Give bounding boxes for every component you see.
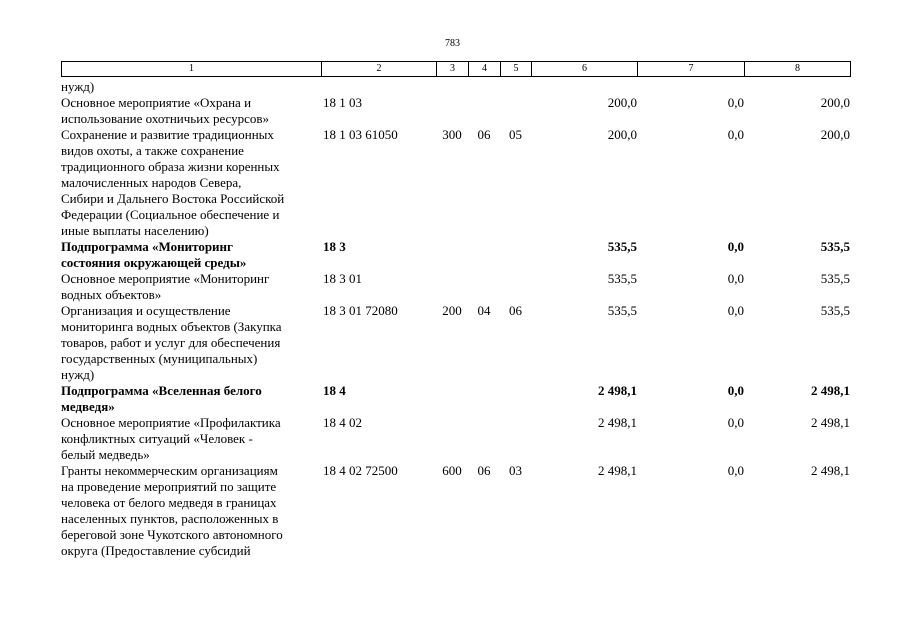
- row-rz: [468, 239, 500, 271]
- row-name: [61, 303, 321, 383]
- row-pr: 03: [509, 463, 522, 478]
- row-vr: 200: [442, 303, 462, 318]
- row-vr: [436, 239, 468, 271]
- row-vr: [436, 271, 468, 303]
- header-col-4: 4: [469, 62, 501, 77]
- row-vr: [436, 383, 468, 415]
- row-sum-regional: 535,5: [820, 271, 850, 286]
- row-sum-total: 200,0: [607, 127, 637, 142]
- row-vr: [436, 95, 468, 127]
- row-sum-regional: 200,0: [820, 127, 850, 142]
- row-sum-regional: 535,5: [820, 239, 850, 254]
- row-sum-regional: 2 498,1: [811, 383, 850, 398]
- row-rz: [468, 383, 500, 415]
- row-rz: [468, 95, 500, 127]
- table-row: [61, 303, 850, 383]
- header-row: [62, 62, 851, 77]
- row-vr: 600: [442, 463, 462, 478]
- row-name-text: Основное мероприятие «Мониторинг водных объектов»: [61, 271, 270, 302]
- row-pr: [500, 239, 531, 271]
- row-pr: [500, 79, 531, 95]
- row-code: 18 4: [323, 383, 346, 398]
- row-sum-federal: 0,0: [727, 127, 744, 142]
- row-code: 18 3 01 72080: [323, 303, 398, 318]
- row-pr: 05: [509, 127, 522, 142]
- table-row: [61, 127, 850, 239]
- row-pr: [500, 271, 531, 303]
- table-row: [61, 239, 850, 271]
- row-name-text: Сохранение и развитие традиционных видов охоты, а также сохранение традиционного образа жизни коренных малочисленных народов Севера, Сибири и Дальнего Востока Российской Федерации (Социальное обеспечение и иные выплаты населению): [61, 127, 285, 238]
- row-sum-federal: 0,0: [727, 271, 744, 286]
- table-row: [61, 383, 850, 415]
- row-name: [61, 271, 321, 303]
- row-pr: [500, 415, 531, 463]
- row-vr: [436, 79, 468, 95]
- table-row: [61, 79, 850, 95]
- row-sum-regional: [744, 79, 850, 95]
- budget-table: [61, 79, 850, 559]
- header-col-5: 5: [501, 62, 532, 77]
- row-code: 18 4 02 72500: [323, 463, 398, 478]
- row-sum-regional: 2 498,1: [811, 415, 850, 430]
- header-col-6: 6: [532, 62, 638, 77]
- row-sum-federal: 0,0: [727, 239, 744, 254]
- row-sum-federal: 0,0: [727, 303, 744, 318]
- row-name: [61, 79, 321, 95]
- row-name-text: Подпрограмма «Вселенная белого медведя»: [61, 383, 262, 414]
- row-sum-federal: 0,0: [727, 95, 744, 110]
- row-sum-total: 2 498,1: [598, 463, 637, 478]
- row-name-text: Подпрограмма «Мониторинг состояния окружающей среды»: [61, 239, 247, 270]
- row-sum-regional: 200,0: [820, 95, 850, 110]
- row-rz: 04: [477, 303, 491, 318]
- row-code: 18 4 02: [323, 415, 362, 430]
- row-name: [61, 239, 321, 271]
- row-sum-total: 2 498,1: [598, 415, 637, 430]
- header-col-8: 8: [745, 62, 851, 77]
- row-pr: 06: [509, 303, 522, 318]
- table-row: [61, 463, 850, 559]
- row-name: [61, 95, 321, 127]
- row-code: 18 1 03: [323, 95, 362, 110]
- page-number: 783: [445, 38, 460, 49]
- row-code: 18 1 03 61050: [323, 127, 398, 142]
- row-name: [61, 463, 321, 559]
- header-col-2: 2: [322, 62, 437, 77]
- row-name-text: Гранты некоммерческим организациям на проведение мероприятий по защите человека от белого медведя в границах населенных пунктов, расположенных в береговой зоне Чукотского автономного округа (Предоставление субсидий: [61, 463, 283, 558]
- row-code: [321, 79, 436, 95]
- row-vr: [436, 415, 468, 463]
- row-sum-total: 535,5: [607, 239, 637, 254]
- header-col-7: 7: [638, 62, 745, 77]
- header-col-1: 1: [62, 62, 322, 77]
- row-sum-federal: 0,0: [727, 383, 744, 398]
- row-sum-federal: 0,0: [727, 415, 744, 430]
- row-name-text: нужд): [61, 79, 95, 94]
- row-rz: [468, 79, 500, 95]
- row-name: [61, 383, 321, 415]
- row-sum-federal: 0,0: [727, 463, 744, 478]
- row-name-text: Основное мероприятие «Профилактика конфликтных ситуаций «Человек - белый медведь»: [61, 415, 281, 462]
- row-sum-regional: 535,5: [820, 303, 850, 318]
- table-row: [61, 415, 850, 463]
- table-header: [61, 61, 851, 77]
- row-rz: 06: [477, 463, 491, 478]
- row-name: [61, 415, 321, 463]
- row-sum-total: 535,5: [607, 271, 637, 286]
- row-pr: [500, 383, 531, 415]
- table-row: [61, 95, 850, 127]
- row-name-text: Основное мероприятие «Охрана и использование охотничьих ресурсов»: [61, 95, 270, 126]
- row-sum-total: [531, 79, 637, 95]
- row-sum-regional: 2 498,1: [811, 463, 850, 478]
- row-sum-federal: [637, 79, 744, 95]
- header-col-3: 3: [437, 62, 469, 77]
- row-vr: 300: [442, 127, 462, 142]
- row-rz: 06: [477, 127, 491, 142]
- row-rz: [468, 415, 500, 463]
- row-rz: [468, 271, 500, 303]
- row-sum-total: 535,5: [607, 303, 637, 318]
- row-name-text: Организация и осуществление мониторинга водных объектов (Закупка товаров, работ и услуг для обеспечения государственных (муниципальных) нужд): [61, 303, 282, 382]
- row-code: 18 3: [323, 239, 346, 254]
- row-sum-total: 200,0: [607, 95, 637, 110]
- row-sum-total: 2 498,1: [598, 383, 637, 398]
- row-name: [61, 127, 321, 239]
- row-pr: [500, 95, 531, 127]
- table-row: [61, 271, 850, 303]
- row-code: 18 3 01: [323, 271, 362, 286]
